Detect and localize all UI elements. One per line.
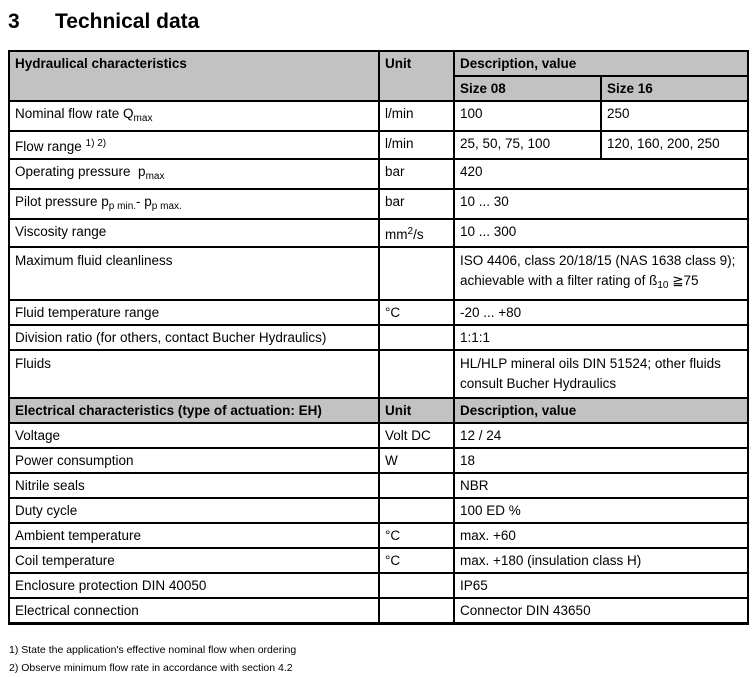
row-label: Voltage — [9, 423, 379, 448]
row-label: Enclosure protection DIN 40050 — [9, 573, 379, 598]
row-value-size08: 25, 50, 75, 100 — [454, 131, 601, 159]
row-value-size08: 100 — [454, 101, 601, 131]
row-unit — [379, 325, 454, 350]
row-unit: Volt DC — [379, 423, 454, 448]
row-unit — [379, 247, 454, 300]
row-value: 100 ED % — [454, 498, 748, 523]
row-value: Connector DIN 43650 — [454, 598, 748, 624]
row-unit: bar — [379, 189, 454, 219]
row-value: HL/HLP mineral oils DIN 51524; other fluids consult Bucher Hydraulics — [454, 350, 748, 398]
electrical-header — [9, 398, 748, 423]
row-value: 1:1:1 — [454, 325, 748, 350]
table-row — [9, 598, 748, 624]
table-row — [9, 548, 748, 573]
footnote-2: 2) Observe minimum flow rate in accordance with section 4.2 — [9, 662, 293, 674]
row-value: 10 ... 300 — [454, 219, 748, 247]
row-label: Division ratio (for others, contact Bucher Hydraulics) — [9, 325, 379, 350]
row-label: Flow range $^{1) 2)}$ — [9, 131, 379, 159]
row-unit — [379, 498, 454, 523]
row-value: 12 / 24 — [454, 423, 748, 448]
row-unit: °C — [379, 523, 454, 548]
unit-column-header: Unit — [379, 51, 454, 101]
row-value: ISO 4406, class 20/18/15 (NAS 1638 class 9); achievable with a filter rating of $ß_{10}$ ≧75 — [454, 247, 748, 300]
table-row — [9, 101, 748, 131]
row-unit: W — [379, 448, 454, 473]
electrical-characteristics-header: Electrical characteristics (type of actuation: EH) — [9, 398, 379, 423]
row-label: Duty cycle — [9, 498, 379, 523]
row-label: Maximum fluid cleanliness — [9, 247, 379, 300]
row-unit — [379, 350, 454, 398]
hydraulic-characteristics-header: Hydraulical characteristics — [9, 51, 379, 101]
row-label: Electrical connection — [9, 598, 379, 624]
electrical-header-row — [9, 398, 748, 423]
table-row — [9, 423, 748, 448]
table-row — [9, 448, 748, 473]
row-unit — [379, 598, 454, 624]
table-row — [9, 189, 748, 219]
row-unit — [379, 573, 454, 598]
row-label: Operating pressure $p_{max}$ — [9, 159, 379, 189]
row-value: max. +60 — [454, 523, 748, 548]
row-value: NBR — [454, 473, 748, 498]
row-label: Nitrile seals — [9, 473, 379, 498]
size-16-header: Size 16 — [601, 76, 748, 101]
table-row — [9, 300, 748, 325]
description-value-header: Description, value — [454, 51, 748, 76]
row-label: Fluid temperature range — [9, 300, 379, 325]
row-unit: °C — [379, 300, 454, 325]
row-value: max. +180 (insulation class H) — [454, 548, 748, 573]
row-label: Pilot pressure $p_{p min.}-$ $p_{p max.}$ — [9, 189, 379, 219]
technical-data-table — [8, 50, 749, 625]
row-value: -20 ... +80 — [454, 300, 748, 325]
table-row — [9, 247, 748, 300]
row-label: Ambient temperature — [9, 523, 379, 548]
table-row — [9, 573, 748, 598]
footnotes — [9, 641, 747, 677]
electrical-unit-column-header: Unit — [379, 398, 454, 423]
row-unit: l/min — [379, 101, 454, 131]
row-value: 10 ... 30 — [454, 189, 748, 219]
table-row — [9, 523, 748, 548]
table-row — [9, 350, 748, 398]
electrical-rows-section — [9, 423, 748, 624]
table-row — [9, 131, 748, 159]
electrical-description-value-header: Description, value — [454, 398, 748, 423]
row-value-size16: 120, 160, 200, 250 — [601, 131, 748, 159]
row-label: Viscosity range — [9, 219, 379, 247]
row-label: Nominal flow rate $Q_{max}$ — [9, 101, 379, 131]
page-title — [8, 10, 747, 34]
row-label: Power consumption — [9, 448, 379, 473]
table-row — [9, 219, 748, 247]
row-unit — [379, 473, 454, 498]
section-number: 3 — [8, 10, 20, 33]
table-row — [9, 325, 748, 350]
row-unit: $mm^2/s$ — [379, 219, 454, 247]
hydraulic-header — [9, 51, 748, 101]
footnote-1: 1) State the application's effective nominal flow when ordering — [9, 644, 297, 656]
row-value: 420 — [454, 159, 748, 189]
section-title-text: Technical data — [55, 10, 200, 33]
hydraulic-rows-section — [9, 101, 748, 398]
table-row — [9, 159, 748, 189]
hydraulic-header-row-1 — [9, 51, 748, 76]
row-value: 18 — [454, 448, 748, 473]
row-unit: bar — [379, 159, 454, 189]
row-unit: °C — [379, 548, 454, 573]
row-value-size16: 250 — [601, 101, 748, 131]
row-value: IP65 — [454, 573, 748, 598]
table-row — [9, 498, 748, 523]
row-label: Coil temperature — [9, 548, 379, 573]
table-row — [9, 473, 748, 498]
row-unit: l/min — [379, 131, 454, 159]
size-08-header: Size 08 — [454, 76, 601, 101]
row-label: Fluids — [9, 350, 379, 398]
